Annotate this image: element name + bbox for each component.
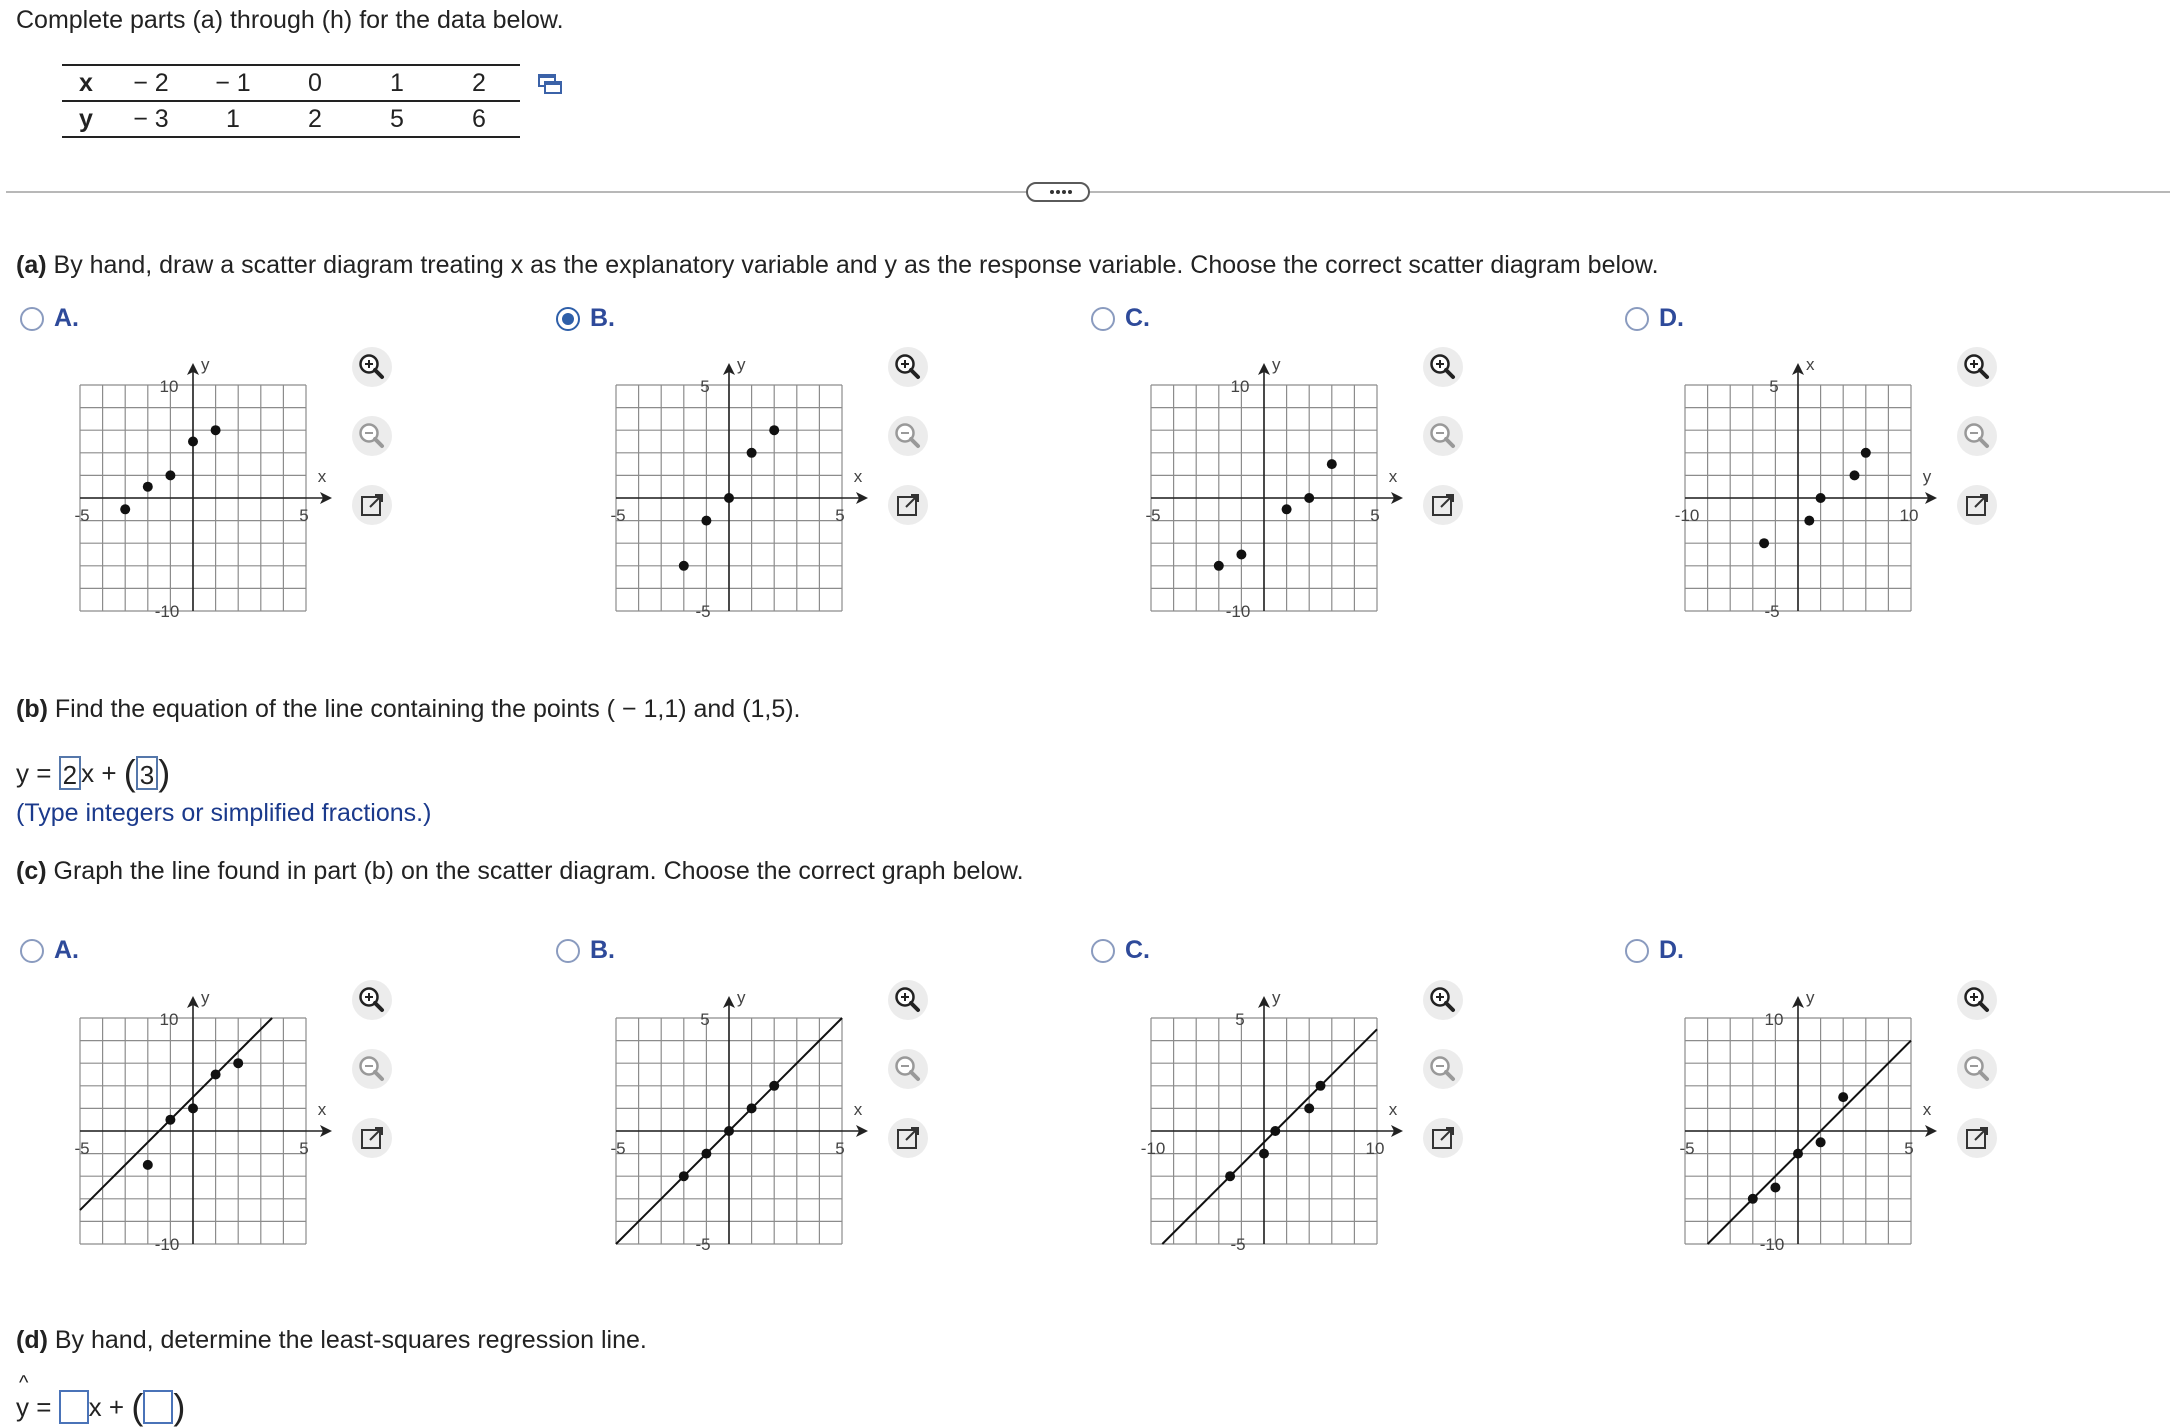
- equation-mid: x +: [88, 1391, 125, 1422]
- y-header: y: [62, 101, 110, 137]
- data-point: [1282, 504, 1292, 514]
- x-min-tick-label: -10: [1140, 1139, 1166, 1158]
- x-min-tick-label: -5: [74, 1139, 90, 1158]
- data-point: [1816, 493, 1826, 503]
- data-point: [1816, 1137, 1826, 1147]
- fitted-line: [1162, 1029, 1377, 1244]
- x-axis-label: x: [317, 467, 327, 486]
- data-point: [188, 1103, 198, 1113]
- data-point: [679, 1171, 689, 1181]
- zoom-out-icon[interactable]: [886, 1047, 930, 1091]
- option-a-c[interactable]: [1091, 304, 1150, 333]
- data-point: [165, 1115, 175, 1125]
- more-options-icon: [1028, 184, 1092, 204]
- y-min-tick-label: -5: [695, 602, 711, 621]
- equation-eq: =: [36, 1391, 52, 1422]
- data-point: [165, 470, 175, 480]
- zoom-in-icon[interactable]: [350, 345, 394, 389]
- open-in-new-window-icon[interactable]: [1955, 1116, 1999, 1160]
- zoom-in-icon[interactable]: [1955, 978, 1999, 1022]
- x-max-tick-label: 5: [835, 1139, 845, 1158]
- open-in-new-window-icon[interactable]: [350, 483, 394, 527]
- slope-answer-box[interactable]: 2: [59, 756, 81, 790]
- scatter-plot-c-c: [1095, 978, 1398, 1258]
- data-point: [1214, 561, 1224, 571]
- y-min-tick-label: -5: [1230, 1235, 1246, 1254]
- y-min-tick-label: -10: [1759, 1235, 1785, 1254]
- option-letter: C.: [1125, 936, 1150, 964]
- equation-mid: x +: [81, 757, 117, 788]
- data-point: [747, 1103, 757, 1113]
- table-cell: 1: [192, 101, 274, 137]
- zoom-out-icon[interactable]: [1421, 414, 1465, 458]
- answer-hint: (Type integers or simplified fractions.): [16, 799, 432, 827]
- option-letter: D.: [1659, 304, 1684, 332]
- data-point: [233, 1058, 243, 1068]
- y-axis-label: x: [1806, 355, 1815, 374]
- x-max-tick-label: 5: [1904, 1139, 1914, 1158]
- option-c-c[interactable]: [1091, 936, 1150, 965]
- option-letter: A.: [54, 936, 79, 964]
- data-point: [1850, 470, 1860, 480]
- y-axis-label: y: [1806, 988, 1815, 1007]
- scatter-plot-c-a: [24, 978, 327, 1258]
- part-a-question: [16, 251, 1659, 280]
- y-axis-label: y: [737, 355, 746, 374]
- zoom-in-icon[interactable]: [886, 345, 930, 389]
- radio-button[interactable]: [556, 939, 580, 963]
- regression-slope-input[interactable]: [59, 1390, 89, 1424]
- scatter-plot-c-d: [1629, 978, 1932, 1258]
- y-min-tick-label: -5: [695, 1235, 711, 1254]
- table-cell: 1: [356, 65, 438, 101]
- zoom-out-icon[interactable]: [350, 414, 394, 458]
- part-c-label: (c): [16, 857, 47, 885]
- radio-button[interactable]: [20, 939, 44, 963]
- x-axis-label: x: [317, 1100, 327, 1119]
- x-axis-label: x: [853, 1100, 863, 1119]
- option-letter: A.: [54, 304, 79, 332]
- data-point: [1225, 1171, 1235, 1181]
- x-min-tick-label: -5: [610, 1139, 626, 1158]
- data-point: [701, 516, 711, 526]
- x-axis-label: y: [1922, 467, 1932, 486]
- x-min-tick-label: -10: [1674, 506, 1700, 525]
- y-max-tick-label: 5: [700, 1010, 710, 1029]
- data-point: [769, 1081, 779, 1091]
- radio-button[interactable]: [1091, 307, 1115, 331]
- close-paren: ): [173, 1386, 186, 1427]
- regression-intercept-input[interactable]: [143, 1390, 173, 1424]
- instructions: Complete parts (a) through (h) for the data below.: [16, 6, 564, 34]
- y-axis-label: y: [737, 988, 746, 1007]
- zoom-out-icon[interactable]: [886, 414, 930, 458]
- open-paren: (: [123, 752, 136, 793]
- option-c-d[interactable]: [1625, 936, 1684, 965]
- intercept-answer-box[interactable]: 3: [136, 756, 158, 790]
- open-in-new-window-icon[interactable]: [886, 483, 930, 527]
- table-cell: 2: [438, 65, 520, 101]
- data-point: [1236, 550, 1246, 560]
- x-max-tick-label: 5: [835, 506, 845, 525]
- scatter-plot-c-b: [560, 978, 863, 1258]
- zoom-in-icon[interactable]: [886, 978, 930, 1022]
- data-point: [143, 482, 153, 492]
- option-letter: C.: [1125, 304, 1150, 332]
- x-max-tick-label: 10: [1899, 506, 1919, 525]
- y-min-tick-label: -10: [154, 602, 180, 621]
- y-axis-label: y: [1272, 355, 1281, 374]
- x-min-tick-label: -5: [1679, 1139, 1695, 1158]
- zoom-out-icon[interactable]: [1421, 1047, 1465, 1091]
- zoom-out-icon[interactable]: [1955, 1047, 1999, 1091]
- open-in-new-window-icon[interactable]: [350, 1116, 394, 1160]
- option-letter: D.: [1659, 936, 1684, 964]
- zoom-in-icon[interactable]: [1421, 345, 1465, 389]
- option-c-a[interactable]: [20, 936, 79, 965]
- open-in-new-window-icon[interactable]: [1955, 483, 1999, 527]
- part-d-answer: [16, 1386, 186, 1427]
- part-b-answer: [16, 752, 171, 793]
- open-in-new-window-icon[interactable]: [1421, 483, 1465, 527]
- x-axis-label: x: [1388, 467, 1398, 486]
- table-cell: − 2: [110, 65, 192, 101]
- data-point: [769, 425, 779, 435]
- data-point: [211, 1070, 221, 1080]
- table-cell: 6: [438, 101, 520, 137]
- part-a-text: By hand, draw a scatter diagram treating x as the explanatory variable and y as the response variable. Choose the correct scatter diagram below.: [53, 251, 1659, 279]
- x-max-tick-label: 5: [1370, 506, 1380, 525]
- x-axis-label: x: [1388, 1100, 1398, 1119]
- zoom-in-icon[interactable]: [350, 978, 394, 1022]
- radio-button[interactable]: [556, 307, 580, 331]
- x-max-tick-label: 5: [299, 1139, 309, 1158]
- data-point: [143, 1160, 153, 1170]
- part-d-label: (d): [16, 1326, 48, 1354]
- data-point: [1759, 538, 1769, 548]
- y-axis-label: y: [1272, 988, 1281, 1007]
- y-axis-label: y: [201, 988, 210, 1007]
- y-max-tick-label: 10: [1764, 1010, 1784, 1029]
- y-axis-label: y: [201, 355, 210, 374]
- data-point: [120, 504, 130, 514]
- part-c-text: Graph the line found in part (b) on the scatter diagram. Choose the correct graph below.: [53, 857, 1024, 885]
- open-in-new-window-icon[interactable]: [1421, 1116, 1465, 1160]
- radio-button[interactable]: [1625, 939, 1649, 963]
- radio-button[interactable]: [1625, 307, 1649, 331]
- x-max-tick-label: 10: [1365, 1139, 1385, 1158]
- data-point: [701, 1149, 711, 1159]
- x-min-tick-label: -5: [1145, 506, 1161, 525]
- data-point: [1316, 1081, 1326, 1091]
- table-row: [62, 101, 520, 137]
- part-d-question: [16, 1326, 647, 1355]
- data-point: [211, 425, 221, 435]
- option-c-b[interactable]: [556, 936, 615, 965]
- data-point: [1304, 1103, 1314, 1113]
- part-b-label: (b): [16, 695, 48, 723]
- x-axis-label: x: [853, 467, 863, 486]
- x-header: x: [62, 65, 110, 101]
- more-options-button[interactable]: [1026, 182, 1090, 202]
- x-min-tick-label: -5: [74, 506, 90, 525]
- y-max-tick-label: 5: [1769, 377, 1779, 396]
- x-max-tick-label: 5: [299, 506, 309, 525]
- open-paren: (: [131, 1386, 144, 1427]
- table-cell: 5: [356, 101, 438, 137]
- option-letter: B.: [590, 304, 615, 332]
- data-point: [1748, 1194, 1758, 1204]
- y-max-tick-label: 10: [159, 377, 179, 396]
- close-paren: ): [158, 752, 171, 793]
- part-a-label: (a): [16, 251, 47, 279]
- y-max-tick-label: 5: [700, 377, 710, 396]
- y-min-tick-label: -10: [1225, 602, 1251, 621]
- data-point: [747, 448, 757, 458]
- open-in-new-window-icon[interactable]: [886, 1116, 930, 1160]
- table-row: [62, 65, 520, 101]
- data-point: [1270, 1126, 1280, 1136]
- table-cell: − 1: [192, 65, 274, 101]
- table-cell: 2: [274, 101, 356, 137]
- equation-lhs: y =: [16, 757, 52, 788]
- data-point: [724, 1126, 734, 1136]
- radio-button[interactable]: [1091, 939, 1115, 963]
- scatter-plot-a-d: [1629, 345, 1932, 625]
- x-min-tick-label: -5: [610, 506, 626, 525]
- y-hat: ^ y: [16, 1392, 29, 1423]
- zoom-in-icon[interactable]: [1955, 345, 1999, 389]
- data-point: [1770, 1183, 1780, 1193]
- option-a-b[interactable]: [556, 304, 615, 333]
- scatter-plot-a-a: [24, 345, 327, 625]
- zoom-in-icon[interactable]: [1421, 978, 1465, 1022]
- y-max-tick-label: 10: [159, 1010, 179, 1029]
- data-point: [724, 493, 734, 503]
- part-b-question: [16, 695, 801, 724]
- option-a-a[interactable]: [20, 304, 79, 333]
- data-point: [1327, 459, 1337, 469]
- data-point: [1793, 1149, 1803, 1159]
- data-table: [62, 64, 520, 138]
- y-max-tick-label: 10: [1230, 377, 1250, 396]
- y-min-tick-label: -5: [1764, 602, 1780, 621]
- data-point: [1304, 493, 1314, 503]
- table-cell: − 3: [110, 101, 192, 137]
- zoom-out-icon[interactable]: [350, 1047, 394, 1091]
- zoom-out-icon[interactable]: [1955, 414, 1999, 458]
- radio-button[interactable]: [20, 307, 44, 331]
- fitted-line: [80, 1018, 272, 1210]
- table-cell: 0: [274, 65, 356, 101]
- y-min-tick-label: -10: [154, 1235, 180, 1254]
- part-c-question: [16, 857, 1024, 886]
- scatter-plot-a-c: [1095, 345, 1398, 625]
- fitted-line: [1708, 1041, 1914, 1244]
- part-d-text: By hand, determine the least-squares regression line.: [54, 1326, 647, 1354]
- copy-data-icon[interactable]: [537, 72, 563, 96]
- option-a-d[interactable]: [1625, 304, 1684, 333]
- data-point: [1804, 516, 1814, 526]
- scatter-plot-a-b: [560, 345, 863, 625]
- data-point: [1838, 1092, 1848, 1102]
- option-letter: B.: [590, 936, 615, 964]
- data-point: [188, 437, 198, 447]
- data-point: [679, 561, 689, 571]
- data-point: [1861, 448, 1871, 458]
- y-max-tick-label: 5: [1235, 1010, 1245, 1029]
- x-axis-label: x: [1922, 1100, 1932, 1119]
- data-point: [1259, 1149, 1269, 1159]
- part-b-text: Find the equation of the line containing the points ( − 1,1) and (1,5).: [54, 695, 801, 723]
